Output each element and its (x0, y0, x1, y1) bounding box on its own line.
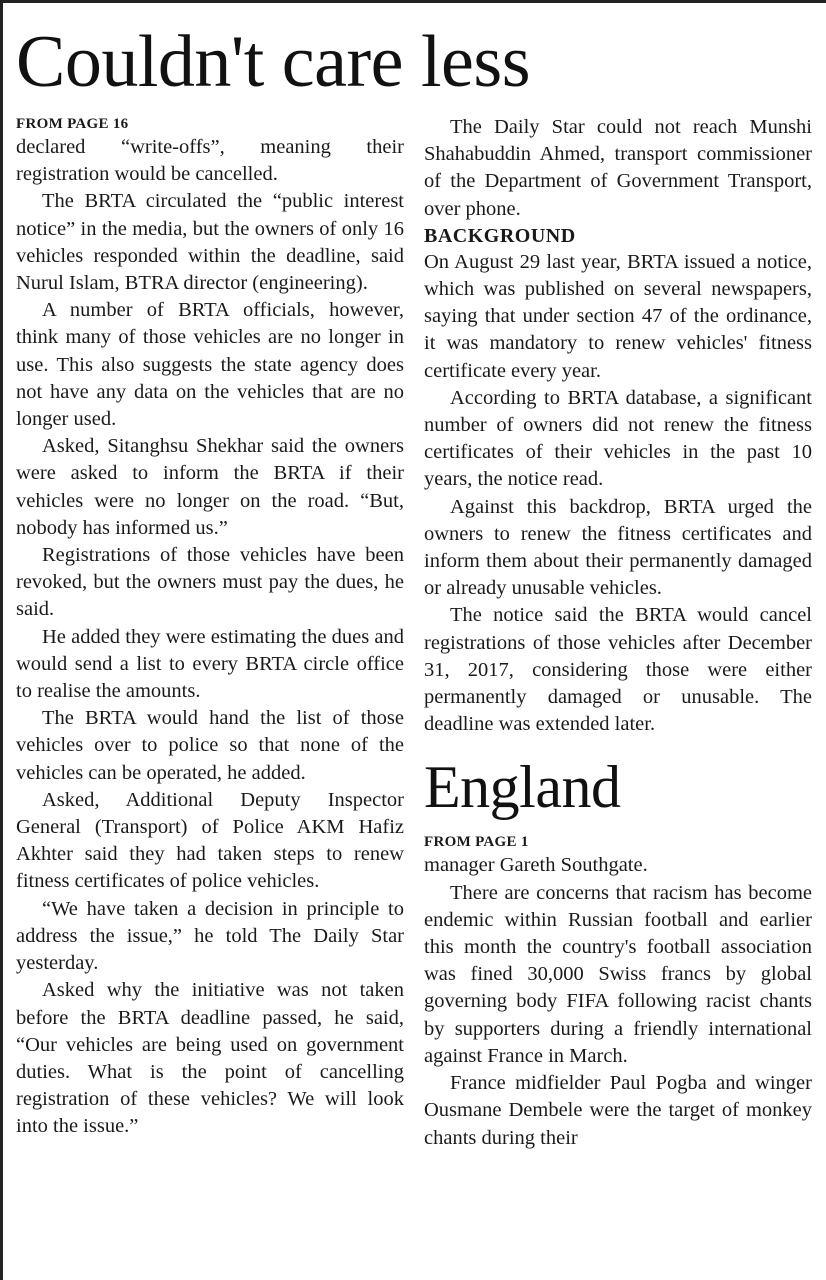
paragraph: The BRTA would hand the list of those vehicles over to police so that none of the vehicles can be operated, he added. (16, 707, 404, 784)
jump-line: FROM PAGE 1 (424, 834, 529, 851)
paragraph: The notice said the BRTA would cancel registrations of those vehicles after December 31, 2017, considering those were either permanently damaged or unusable. The deadline was extended later. (424, 604, 812, 736)
paragraph: There are concerns that racism has become endemic within Russian football and earlier this month the country's football association was fined 30,000 Swiss francs by global governing body FIFA following racist chants by supporters during a friendly international against France in March. (424, 881, 812, 1067)
paragraph: France midfielder Paul Pogba and winger Ousmane Dembele were the target of monkey chants during their (424, 1072, 812, 1149)
paragraph: “We have taken a decision in principle to address the issue,” he told The Daily Star yesterday. (16, 897, 404, 975)
paragraph: Asked, Additional Deputy Inspector General (Transport) of Police AKM Hafiz Akhter said they had taken steps to renew fitness certificates of police vehicles. (16, 788, 404, 893)
paragraph: The BRTA circulated the “public interest notice” in the media, but the owners of only 16 vehicles responded within the deadline, said Nurul Islam, BTRA director (engineering). (16, 190, 404, 295)
left-border-rule (0, 0, 3, 1280)
right-column (424, 114, 812, 1152)
paragraph: According to BRTA database, a significant number of owners did not renew the fitness certificates of their vehicles in the past 10 years, the notice read. (424, 386, 812, 491)
paragraph: manager Gareth Southgate. (424, 854, 648, 877)
left-column (16, 114, 404, 1141)
top-border-rule (0, 0, 826, 3)
paragraph: Asked, Sitanghsu Shekhar said the owners were asked to inform the BRTA if their vehicles were no longer on the road. “But, nobody has informed us.” (16, 435, 404, 539)
paragraph: Registrations of those vehicles have been revoked, but the owners must pay the dues, he said. (16, 544, 404, 621)
article-headline: Couldn't care less (16, 21, 530, 103)
paragraph: declared “write-offs”, meaning their registration would be cancelled. (16, 136, 404, 186)
paragraph: On August 29 last year, BRTA issued a notice, which was published on several newspapers, saying that under section 47 of the ordinance, it was mandatory to renew vehicles' fitness certificate every year. (424, 250, 812, 382)
paragraph: The Daily Star could not reach Munshi Shahabuddin Ahmed, transport commissioner of the Department of Government Transport, over phone. (424, 116, 812, 220)
jump-line: FROM PAGE 16 (16, 116, 129, 132)
paragraph: Against this backdrop, BRTA urged the owners to renew the fitness certificates and inform them about their permanently damaged or already unusable vehicles. (424, 495, 812, 600)
paragraph: Asked why the initiative was not taken before the BRTA deadline passed, he said, “Our vehicles are being used on government duties. What is the point of cancelling registration of these vehicles? We will look into the issue.” (16, 979, 404, 1138)
paragraph: A number of BRTA officials, however, think many of those vehicles are no longer in use. This also suggests the state agency does not have any data on the vehicles that are no longer used. (16, 299, 404, 431)
section-subheading: BACKGROUND (424, 224, 576, 247)
second-article-headline: England (424, 754, 621, 821)
paragraph: He added they were estimating the dues and would send a list to every BRTA circle office to realise the amounts. (16, 625, 404, 703)
